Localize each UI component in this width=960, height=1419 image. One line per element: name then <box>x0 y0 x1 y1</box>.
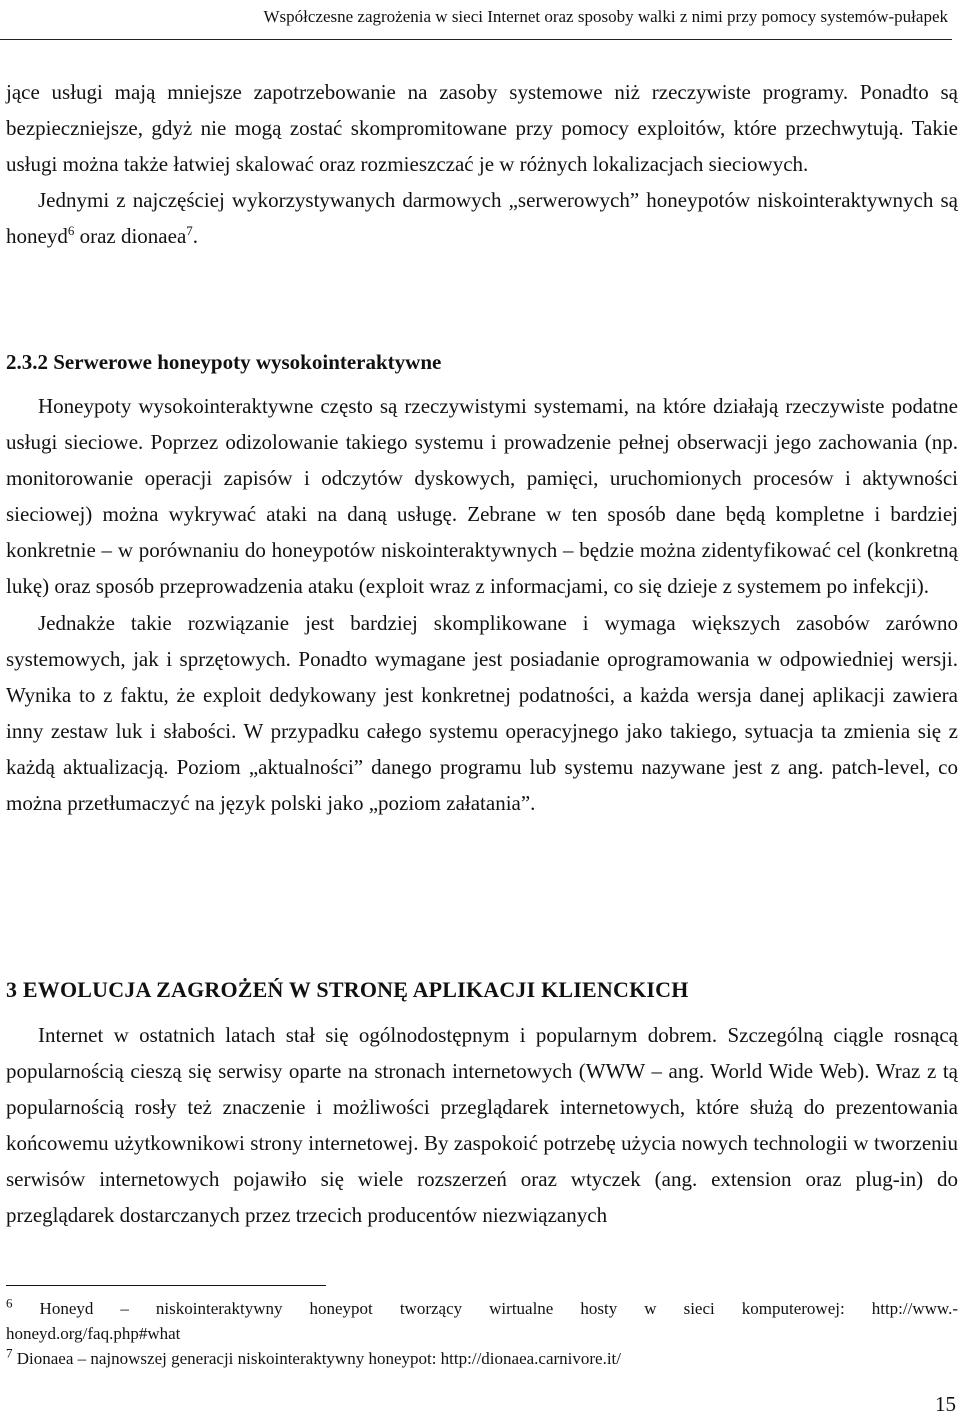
running-header <box>0 0 952 40</box>
footnotes <box>6 1296 958 1371</box>
footnote-text-7: Dionaea – najnowszej generacji niskointeraktywny honeypot: http://dionaea.carnivore.it/ <box>12 1349 622 1368</box>
footnote-mark-7: 7 <box>6 1345 13 1361</box>
footnote-7 <box>6 1346 958 1371</box>
para-text-pre: Jednymi z najczęściej wykorzystywanych darmowych „serwerowych” honeypotów niskointeraktywnych są honeyd <box>6 188 958 249</box>
running-title: Współczesne zagrożenia w sieci Internet oraz sposoby walki z nimi przy pomocy systemów-pułapek <box>263 7 948 26</box>
section-heading: 3 EWOLUCJA ZAGROŻEŃ W STRONĘ APLIKACJI KLIENCKICH <box>6 977 689 1002</box>
subsection-heading: 2.3.2 Serwerowe honeypoty wysokointeraktywne <box>6 350 442 374</box>
para-text-mid: oraz dionaea <box>74 224 187 249</box>
paragraph-intro <box>6 74 958 254</box>
paragraph-block-high-interaction <box>6 388 958 821</box>
footnote-mark-6: 6 <box>6 1295 13 1311</box>
page-number: 15 <box>935 1392 956 1416</box>
para-text-end: . <box>192 224 199 249</box>
footnote-ref-7[interactable]: 7 <box>186 223 193 239</box>
footnote-ref-6[interactable]: 6 <box>67 223 75 239</box>
footnote-6 <box>6 1296 958 1346</box>
paragraph-block-evolution <box>6 1017 958 1234</box>
paragraph-honeyd-dionaea <box>6 182 958 254</box>
paragraph-internet: Internet w ostatnich latach stał się ogólnodostępnym i popularnym dobrem. Szczególną ciągle rosnącą popularnością cieszą się serwisy oparte na stronach internetowych (WWW – ang. World Wide Web). Wraz z tą popularnością rosły też znaczenie i możliwości przeglądarek internetowych, które służą do prezentowania końcowemu użytkownikowi strony internetowej. By zaspokoić potrzebę użycia nowych technologii w tworzeniu serwisów internetowych pojawiło się wiele rozszerzeń oraz wtyczek (ang. extension oraz plug-in) do przeglądarek dostarczanych przez trzecich producentów niezwiązanych <box>6 1023 958 1228</box>
paragraph-complexity: Jednakże takie rozwiązanie jest bardziej skomplikowane i wymaga większych zasobów zarówno systemowych, jak i sprzętowych. Ponadto wymagane jest posiadanie oprogramowania w odpowiedniej wersji. Wynika to z faktu, że exploit dedykowany jest konkretnej podatności, a każda wersja danej aplikacji zawiera inny zestaw luk i słabości. W przypadku całego systemu operacyjnego jako takiego, sytuacja ta zmienia się z każdą aktualizacją. Poziom „aktualności” danego programu lub systemu nazywane jest z ang. patch-level, co można przetłumaczyć na język polski jako „poziom załatania”. <box>6 610 958 816</box>
footnote-divider <box>6 1285 326 1286</box>
paragraph-high-interaction: Honeypoty wysokointeraktywne często są rzeczywistymi systemami, na które działają rzeczywiste podatne usługi sieciowe. Poprzez odizolowanie takiego systemu i prowadzenie pełnej obserwacji jego zachowania (np. monitorowanie operacji zapisów i odczytów dyskowych, pamięci, uruchomionych procesów i aktywności sieciowej) można wykrywać ataki na daną usługę. Zebrane w ten sposób dane będą kompletne i bardziej konkretnie – w porównaniu do honeypotów niskointeraktywnych – będzie można zidentyfikować cel (konkretną lukę) oraz sposób przeprowadzenia ataku (exploit wraz z informacjami, co się dzieje z systemem po infekcji). <box>6 394 958 599</box>
paragraph-continuation: jące usługi mają mniejsze zapotrzebowanie na zasoby systemowe niż rzeczywiste programy. Ponadto są bezpieczniejsze, gdyż nie mogą zostać skompromitowane przy pomocy exploitów, które przechwytują. Takie usługi można także łatwiej skalować oraz rozmieszczać je w różnych lokalizacjach sieciowych. <box>6 80 958 177</box>
footnote-text-6: Honeyd – niskointeraktywny honeypot tworzący wirtualne hosty w sieci komputerowej: http://www.-honeyd.org/faq.php#what <box>6 1299 958 1343</box>
